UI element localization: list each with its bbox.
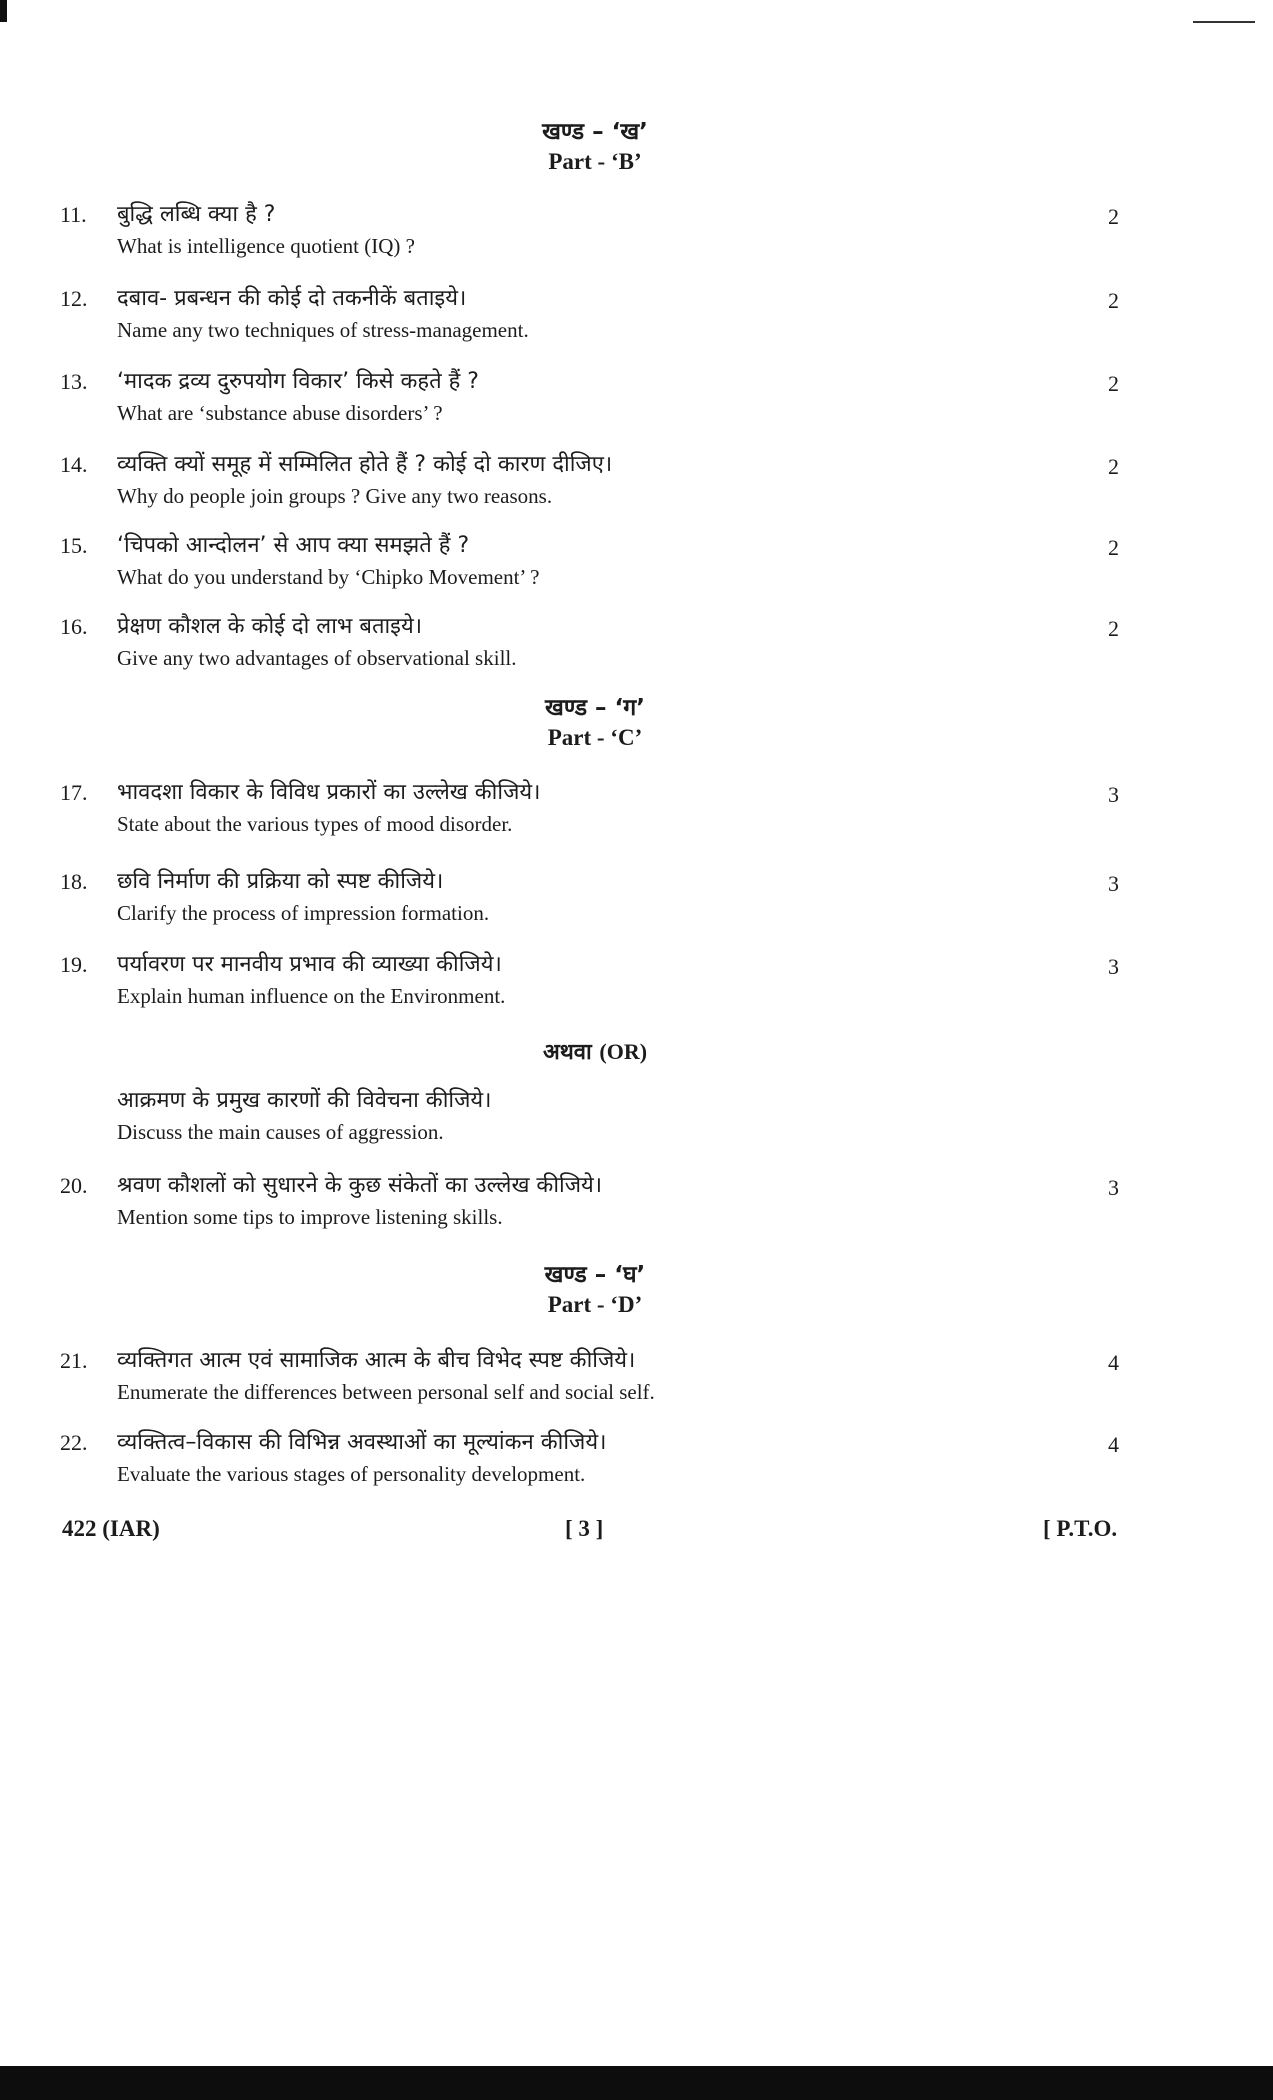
or-separator (0, 1037, 1190, 1068)
section-title-hindi: खण्ड – ‘ग’ (545, 695, 645, 721)
question-text-english: What is intelligence quotient (IQ) ? (117, 234, 415, 258)
question-text-english: Mention some tips to improve listening skills. (117, 1205, 503, 1229)
top-right-rule (1193, 21, 1255, 23)
scan-corner-mark (0, 0, 7, 22)
or-label-english: (OR) (599, 1039, 648, 1064)
question-text-hindi: छवि निर्माण की प्रक्रिया को स्पष्ट कीजिये। (117, 869, 444, 894)
question-marks: 4 (1108, 1432, 1119, 1457)
question-text-english: Evaluate the various stages of personality development. (117, 1462, 586, 1486)
question-text-hindi: श्रवण कौशलों को सुधारने के कुछ संकेतों का उल्लेख कीजिये। (117, 1173, 603, 1198)
question-number: 19. (60, 952, 88, 977)
question-text-english: Give any two advantages of observational skill. (117, 646, 517, 670)
question-text-english: Name any two techniques of stress-management. (117, 318, 529, 342)
question-marks: 2 (1108, 371, 1119, 396)
section-heading-part-b (0, 117, 1190, 177)
scan-bottom-band (0, 2066, 1273, 2100)
question-number: 21. (60, 1348, 88, 1373)
question-text-hindi: प्रेक्षण कौशल के कोई दो लाभ बताइये। (117, 614, 423, 639)
question-text-english: Discuss the main causes of aggression. (117, 1120, 444, 1144)
question-text-hindi: व्यक्तिगत आत्म एवं सामाजिक आत्म के बीच विभेद स्पष्ट कीजिये। (117, 1348, 636, 1373)
question-number: 22. (60, 1430, 88, 1455)
question-marks: 2 (1108, 204, 1119, 229)
question-text-hindi: ‘चिपको आन्दोलन’ से आप क्या समझते हैं ? (117, 533, 470, 558)
question-text-english: State about the various types of mood disorder. (117, 812, 513, 836)
question-text-hindi: पर्यावरण पर मानवीय प्रभाव की व्याख्या कीजिये। (117, 952, 502, 977)
question-marks: 4 (1108, 1350, 1119, 1375)
question-text-english: What do you understand by ‘Chipko Movement’ ? (117, 565, 540, 589)
please-turn-over-label: [ P.T.O. (1043, 1516, 1118, 1541)
question-number: 18. (60, 869, 88, 894)
section-title-english: Part - ‘D’ (547, 1292, 643, 1317)
question-text-english: What are ‘substance abuse disorders’ ? (117, 401, 443, 425)
question-text-hindi: बुद्धि लब्धि क्या है ? (117, 202, 276, 227)
question-text-english: Clarify the process of impression formation. (117, 901, 490, 925)
paper-code: 422 (IAR) (62, 1516, 160, 1541)
or-label-hindi: अथवा (542, 1040, 592, 1065)
page-number: [ 3 ] (565, 1516, 604, 1541)
question-marks: 2 (1108, 616, 1119, 641)
question-marks: 2 (1108, 288, 1119, 313)
question-text-hindi: व्यक्तित्व–विकास की विभिन्न अवस्थाओं का मूल्यांकन कीजिये। (117, 1430, 607, 1455)
question-number: 11. (60, 202, 87, 227)
question-text-hindi: आक्रमण के प्रमुख कारणों की विवेचना कीजिये। (117, 1088, 492, 1113)
question-number: 13. (60, 369, 88, 394)
question-text-english: Why do people join groups ? Give any two reasons. (117, 484, 553, 508)
question-number: 14. (60, 452, 88, 477)
section-heading-part-d (0, 1260, 1190, 1320)
question-text-hindi: भावदशा विकार के विविध प्रकारों का उल्लेख कीजिये। (117, 780, 541, 805)
section-title-english: Part - ‘B’ (548, 149, 642, 174)
question-marks: 3 (1108, 954, 1119, 979)
question-number: 16. (60, 614, 88, 639)
question-text-english: Enumerate the differences between personal self and social self. (117, 1380, 655, 1404)
question-number: 12. (60, 286, 88, 311)
question-text-english: Explain human influence on the Environment. (117, 984, 506, 1008)
question-marks: 3 (1108, 871, 1119, 896)
question-text-hindi: दबाव- प्रबन्धन की कोई दो तकनीकें बताइये। (117, 286, 467, 311)
question-marks: 3 (1108, 1175, 1119, 1200)
question-number: 15. (60, 533, 88, 558)
section-title-hindi: खण्ड – ‘ख’ (542, 119, 648, 145)
question-marks: 2 (1108, 454, 1119, 479)
question-marks: 3 (1108, 782, 1119, 807)
question-number: 17. (60, 780, 88, 805)
section-heading-part-c (0, 693, 1190, 753)
section-title-english: Part - ‘C’ (547, 725, 643, 750)
question-text-hindi: व्यक्ति क्यों समूह में सम्मिलित होते हैं ? कोई दो कारण दीजिए। (117, 452, 613, 477)
section-title-hindi: खण्ड – ‘घ’ (544, 1262, 646, 1288)
question-text-hindi: ‘मादक द्रव्य दुरुपयोग विकार’ किसे कहते हैं ? (117, 369, 479, 394)
question-marks: 2 (1108, 535, 1119, 560)
question-number: 20. (60, 1173, 88, 1198)
